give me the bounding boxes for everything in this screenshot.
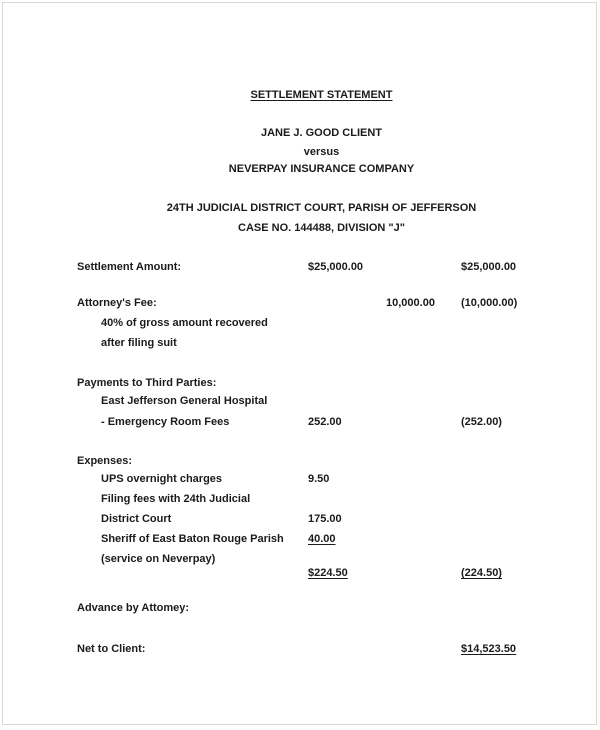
attorney-fee-amount: 10,000.00 [386, 297, 435, 309]
third-parties-label: Payments to Third Parties: [77, 377, 217, 389]
attorney-fee-note-line2: after filing suit [101, 337, 177, 349]
expenses-label: Expenses: [77, 455, 133, 467]
settlement-gross-value: $25,000.00 [308, 261, 364, 273]
expenses-total: $224.50 [308, 567, 348, 579]
expense-item-label: (service on Neverpay) [101, 553, 216, 565]
expense-item-label: Filing fees with 24th Judicial [101, 493, 251, 505]
document-title-text: SETTLEMENT STATEMENT [250, 89, 393, 101]
versus-label: versus [303, 146, 340, 158]
expense-item-label: Sheriff of East Baton Rouge Parish [101, 533, 284, 545]
court-name-line: 24TH JUDICIAL DISTRICT COURT, PARISH OF JEFFERSON [166, 202, 477, 214]
document-title [47, 90, 596, 101]
expense-item-label: UPS overnight charges [101, 473, 223, 485]
net-to-client-label: Net to Client: [77, 643, 146, 655]
attorney-fee-note-line1: 40% of gross amount recovered [101, 317, 268, 329]
attorney-fee-deduction: (10,000.00) [461, 297, 518, 309]
net-to-client-amount: $14,523.50 [461, 643, 517, 655]
advance-by-attorney-label: Advance by Attomey: [77, 602, 190, 614]
plaintiff-name: JANE J. GOOD CLIENT [260, 127, 383, 139]
expense-item-amount: 9.50 [308, 473, 330, 485]
settlement-amount-label: Settlement Amount: [77, 261, 182, 273]
expense-item-amount: 40.00 [308, 533, 336, 545]
attorney-fee-label: Attorney's Fee: [77, 297, 157, 309]
document-page [2, 2, 597, 725]
expense-item-label: District Court [101, 513, 172, 525]
third-parties-payee-line1: East Jefferson General Hospital [101, 395, 268, 407]
third-parties-amount: 252.00 [308, 416, 342, 428]
third-parties-deduction: (252.00) [461, 416, 502, 428]
defendant-name: NEVERPAY INSURANCE COMPANY [228, 163, 415, 175]
case-number-line: CASE NO. 144488, DIVISION "J" [238, 222, 405, 234]
settlement-net-value: $25,000.00 [461, 261, 517, 273]
third-parties-payee-line2: - Emergency Room Fees [101, 416, 230, 428]
expense-item-amount: 175.00 [308, 513, 342, 525]
expenses-total-deduction: (224.50) [461, 567, 502, 579]
